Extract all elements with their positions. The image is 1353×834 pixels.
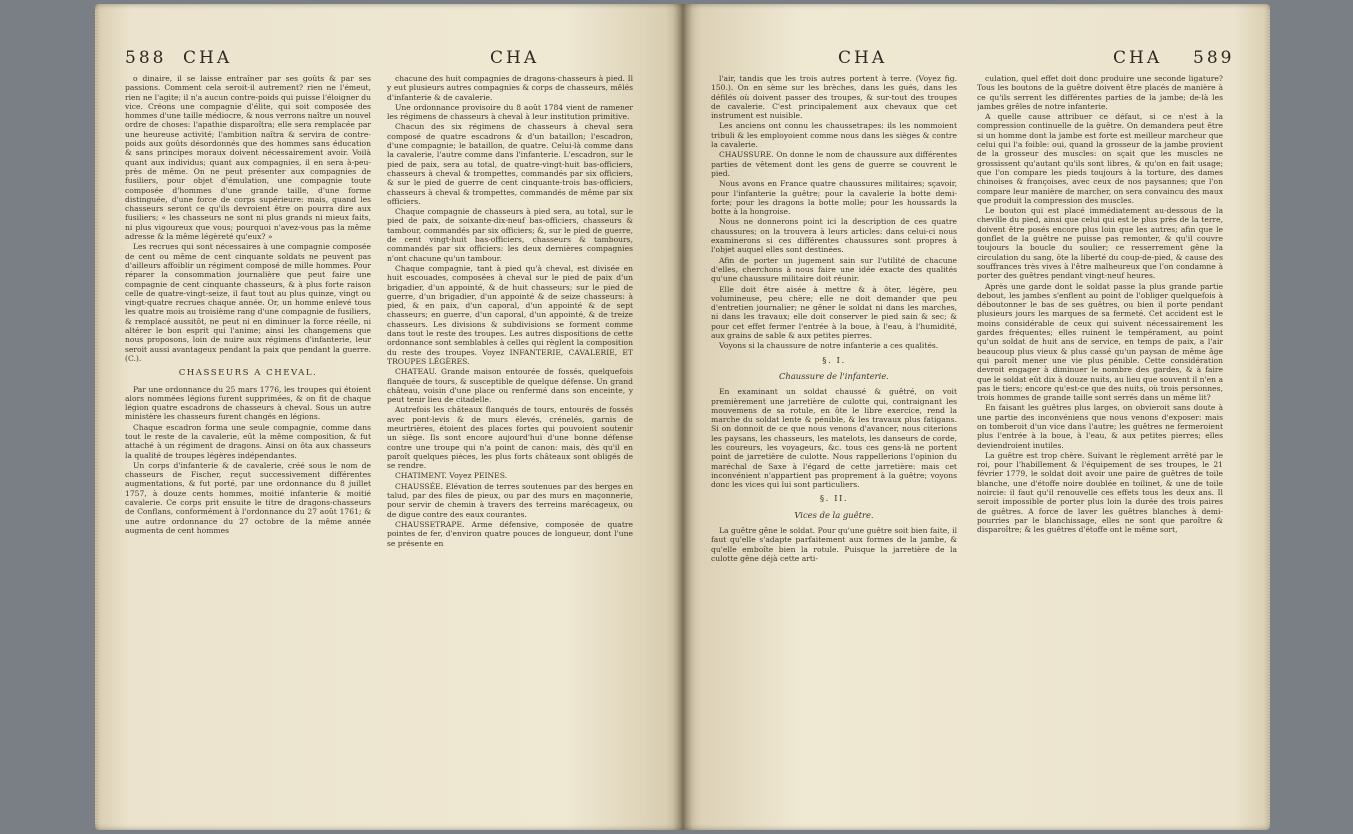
left-page-edge [95,10,97,824]
right-page [683,4,1270,830]
section-heading: CHASSEURS A CHEVAL. [178,368,318,379]
right-running-head: CHA [1113,48,1163,68]
paragraph: Chaque escadron forma une seule compagnie, comme dans tout le reste de la cavalerie, eût la même composition, & fut attaché à un régiment de dragons. Ainsi on ôta aux chasseurs la qualité de troupes légères indépendantes. [125,422,371,460]
right-page-edge [1268,10,1270,824]
paragraph: o dinaire, il se laisse entraîner par ses goûts & par ses passions. Comment cela seroit-il autrement? rien ne l'émeut, rien ne l'agite; il n'a aucun contre-poids qui puisse l'éloigner du vice. Créons une compagnie d'élite, qui soit composée des hommes d'une taille médiocre, & nous verrons naître un nouvel ordre de choses: l'apathie disparoîtra; elle sera remplacée par une heureuse activité; l'ambition naîtra & servira de contre-poids aux goûts désordonnés que des hommes sans éducation & sans principes moraux doivent nécessairement avoir. Voilà quant aux individus; quant aux compagnies, il en sera à-peu-près de même. On ne peut présenter aux compagnies de fusiliers, pour objet d'émulation, une compagnie toute composée d'hommes d'une grande taille, d'une forme distinguée, d'une force de corps supérieure: mais, quand les chasseurs seront ce qu'ils devroient être on pourra dire aux fusiliers; « les chasseurs ne sont ni plus grands ni mieux faits, ni plus vigoureux que vous; pourquoi n'avez-vous pas la même adresse & la même légèreté qu'eux? » [125,74,371,242]
paragraph: Une ordonnance provisoire du 8 août 1784 vient de ramener les régimens de chasseurs à cheval à leur institution primitive. [387,102,633,122]
right-column-2 [977,74,1223,819]
left-running-head-center: CHA [490,48,540,68]
paragraph: En examinant un soldat chaussé & guêtré, on voit premièrement une jarretière de culotte qui, contraignant les mouvemens de sa rotule, en ôte le libre exercice, rend la marche du soldat lente & pénible, & les travaux plus fatigans. Si on donnoit de ce que nous venons d'avancer, nous citerions les paysans, les chasseurs, les matelots, les danseurs de corde, les coureurs, les voyageurs, &c. tous ces gens-là ne portent point de jarretière de culotte. Nous rappellerions l'opinion du maréchal de Saxe à l'égard de cette jarretière: mais cet inconvénient n'appartient pas proprement à la guêtre; voyons donc les vices qui lui sont particuliers. [711,387,957,490]
paragraph: Après une garde dont le soldat passe la plus grande partie debout, les jambes s'enflent au point de l'obliger quelquefois à déboutonner le bas de ses guêtres, ou bien il porte pendant plusieurs jours les marques de sa fermeté. Cet accident est le moins considérable de ceux qui suivent nécessairement les gardes fréquentes; elles ruinent le tempérament, au point qu'un soldat de huit ans de service, en temps de paix, a l'air beaucoup plus vieux & plus cassé qu'un paysan de même âge qui paroît mener une vie plus pénible. Cette considération devroit engager à diminuer le nombre des gardes, & à faire que le soldat eût dix à douze nuits, au lieu que souvent il n'en a pas le tiers; encore qu'est-ce que des nuits, où trois personnes, trois hommes de grande taille sont serrés dans un même lit? [977,281,1223,403]
paragraph: Voyons si la chaussure de notre infanterie a ces qualités. [719,341,939,351]
paragraph: Chaque compagnie, tant à pied qu'à cheval, est divisée en huit escouades, composées à cheval sur le pied de paix d'un brigadier, d'un appointé, & de huit chasseurs; sur le pied de guerre, d'un brigadier, d'un appointé & de seize chasseurs: à pied, & en paix, d'un caporal, d'un appointé & de sept chasseurs; en guerre, d'un caporal, d'un appointé, & de treize chasseurs. Les divisions & subdivisions se forment comme dans tout le reste des troupes. Les autres dispositions de cette ordonnance sont semblables à celles qui règlent la composition du reste des troupes. Voyez INFANTERIE, CAVALERIE, ET TROUPES LÉGÈRES. [387,263,633,366]
paragraph: CHAUSSÉE. Elévation de terres soutenues par des berges en talud, par des files de pieux, ou par des murs en maçonnerie, pour servir de chemin à travers des terreins marécageux, ou de digue contre des eaux courantes. [387,481,633,519]
left-column-1 [125,74,371,819]
left-running-head: CHA [183,48,233,68]
paragraph: Chaque compagnie de chasseurs à pied sera, au total, sur le pied de paix, de soixante-dix-neuf bas-officiers, chasseurs & tambour, commandés par six officiers; &, sur le pied de guerre, de cent vingt-huit bas-officiers, chasseurs & tambours, commandés par six officiers: les deux dernières compagnies n'ont chacune qu'un tambour. [387,207,633,263]
section-subheading: Vices de la guêtre. [794,509,874,520]
paragraph: Nous avons en France quatre chaussures militaires; sçavoir, pour l'infanterie la guêtre; pour la cavalerie la botte demi-forte; pour les dragons la botte molle; pour les houssards la botte à la hongroise. [711,179,957,217]
left-page-number: 588 [125,48,167,68]
paragraph: Chacun des six régimens de chasseurs à cheval sera composé de quatre escadrons & d'un bataillon; l'escadron, d'une compagnie; le bataillon, de quatre. Celui-là comme dans la cavalerie, l'autre comme dans l'infanterie. L'escadron, sur le pied de paix, sera au total, de quatre-vingt-huit bas-officiers, chasseurs à cheval & trompettes, commandés par six officiers, & sur le pied de guerre de cent cinquante-trois bas-officiers, chasseurs à cheval & trompettes, commandés de même par six officiers. [387,122,633,206]
paragraph: Par une ordonnance du 25 mars 1776, les troupes qui étoient alors nommées légions furent supprimées, & on fit de chaque légion quatre escadrons de chasseurs à cheval. Sous un autre ministère les chasseurs furent changés en légions. [125,384,371,422]
right-column-1 [711,74,957,819]
paragraph: CHAUSSURE. On donne le nom de chaussure aux différentes parties de vêtement dont les gens de guerre se couvrent le pied. [711,150,957,178]
book-gutter [673,4,693,830]
paragraph: Les recrues qui sont nécessaires à une compagnie composée de cent ou même de cent cinquante soldats ne peuvent pas d'ailleurs affoiblir un régiment composé de mille hommes. Pour réparer la consommation journalière que peut faire une compagnie de cent cinquante chasseurs, & à plus forte raison celle de quatre-vingt-seize, il faut tout au plus quinze, vingt ou vingt-quatre recrues chaque année. Or, un homme enlevé tous les quatre mois au troisième rang d'une compagnie de fusiliers, & remplacé aussitôt, ne peut ni en diminuer la force réelle, ni altérer le bon esprit qui l'anime; ainsi les changemens que nous proposons, loin de nuire aux régimens d'infanterie, leur seroit aussi avantageux pendant la paix que pendant la guerre. (C.). [125,242,371,363]
paragraph: Afin de porter un jugement sain sur l'utilité de chacune d'elles, cherchons à nous faire une idée exacte des qualités qu'une chaussure militaire doit réunir. [711,255,957,284]
section-heading: §. II. [819,494,849,505]
paragraph: chacune des huit compagnies de dragons-chasseurs à pied. Il y eut plusieurs autres compagnies & corps de chasseurs, mêlés d'infanterie & de cavalerie. [387,74,633,102]
paragraph: Nous ne donnerons point ici la description de ces quatre chaussures; on la trouvera à leurs articles: dans celui-ci nous examinerons si ces différentes chaussures sont propres à l'objet auquel elles sont destinées. [711,217,957,255]
paragraph: Autrefois les châteaux flanqués de tours, entourés de fossés avec pont-levis & de murs élevés, crénelés, garnis de meurtrières, étoient des places fortes qui pouvoient soutenir un siège. Ils sont encore aujourd'hui d'une bonne défense contre une troupe qui n'a point de canon: mais, dès qu'il en paroît quelques pièces, les plus forts châteaux sont obligés de se rendre. [387,405,633,471]
right-page-number: 589 [1193,48,1235,68]
left-column-2 [387,74,633,819]
right-running-head-center: CHA [838,48,888,68]
paragraph: CHATEAU. Grande maison entourée de fossés, quelquefois flanquée de tours, & susceptible de quelque défense. Un grand château, voisin d'une place ou renfermé dans son enceinte, y peut tenir lieu de citadelle. [387,367,633,405]
paragraph: CHATIMENT. Voyez PEINES. [395,471,508,481]
paragraph: A quelle cause attribuer ce défaut, si ce n'est à la compression continuelle de la guêtre. On demandera peut être si un homme dont la jambe est forte est meilleur marcheur que celui qui l'a foible: oui, quand la grosseur de la jambe provient de la grosseur des muscles: on sçait que les muscles ne grossissent qu'autant qu'ils sont libres, & qu'on en fait usage; que l'on compare les pieds toujours à la torture, des dames chinoises & françoises, avec ceux de nos paysannes; que l'on compare leur manière de marcher, on sera convaincu des maux que produit la compression des muscles. [977,112,1223,205]
paragraph: En faisant les guêtres plus larges, on obvieroit sans doute à une partie des inconvéniens que nous venons d'exposer: mais on tomberoit d'un vice dans l'autre; les guêtres ne fermeroient plus l'entrée à la boue, à l'eau, & aux petites pierres; elles deviendroient inutiles. [977,403,1223,450]
paragraph: CHAUSSETRAPE. Arme défensive, composée de quatre pointes de fer, d'environ quatre pouces de longueur, dont l'une se présente en [387,519,633,548]
section-subheading: Chaussure de l'infanterie. [779,370,889,381]
paragraph: Les anciens ont connu les chaussetrapes: ils les nommoient tribuli & les employoient comme nous dans les sièges & contre la cavalerie. [711,121,957,150]
paragraph: La guêtre gêne le soldat. Pour qu'une guêtre soit bien faite, il faut qu'elle s'adapte parfaitement aux formes de la jambe, & qu'elle emboîte bien la rotule. Puisque la jarretière de la culotte gêne déjà cette arti- [711,526,957,563]
paragraph: Le bouton qui est placé immédiatement au-dessous de la cheville du pied, ainsi que celui qui est le plus près de la terre, doivent être posés encore plus loin que les autres; afin que le gonflet de la guêtre ne puisse pas remonter, & qu'il couvre toujours la boucle du soulier; ce resserrement gêne la circulation du sang, ôte la liberté du coup-de-pied, & cause des souffrances très vives à l'être malheureux que l'on condamne à porter des guêtres pendant vingt-neuf heures. [977,206,1223,281]
paragraph: Elle doit être aisée à mettre & à ôter, légère, peu volumineuse, peu chère; elle ne doit demander que peu d'entretien journalier; ne gêner le soldat ni dans les marches, ni dans les travaux; elle doit conserver le pied sain & sec; & pour cet effet fermer l'entrée à la boue, à l'eau, à l'humidité, aux grains de sable & aux petites pierres. [711,284,957,341]
paragraph: l'air, tandis que les trois autres portent à terre. (Voyez fig. 150.). On en sème sur les brèches, dans les gués, dans les défilés où doivent passer des troupes, & sur-tout des troupes de cavalerie. C'est principalement aux chevaux que cet instrument est nuisible. [711,74,957,121]
open-book [95,4,1270,830]
paragraph: La guêtre est trop chère. Suivant le règlement arrêté par le roi, pour l'habillement & l'équipement de ses troupes, le 21 février 1779, le soldat doit avoir une paire de guêtres de toile blanche, une d'étoffe noire doublée en toilinet, & une de toile noircie: il faut qu'il renouvelle ces effets tous les deux ans. Il seroit impossible de porter plus loin la durée des trois paires de guêtres. A force de laver les guêtres blanches à demi-pourries par le blanchissage, elles ne sont que paroître & disparoître; & les guêtres d'étoffe ont le même sort, [977,450,1223,535]
left-page [95,4,683,830]
section-heading: §. I. [822,355,846,366]
paragraph: Un corps d'infanterie & de cavalerie, créé sous le nom de chasseurs de Fischer, reçut successivement différentes augmentations, & fut porté, par une ordonnance du 8 juillet 1757, à douze cents hommes, moitié infanterie & moitié cavalerie. Ce corps prit ensuite le titre de dragons-chasseurs de Conflans, conformément à l'ordonnance du 27 août 1761; & une autre ordonnance du 27 octobre de la même année augmenta de cent hommes [125,460,371,535]
paragraph: culation, quel effet doit donc produire une seconde ligature? Tous les boutons de la guêtre doivent être placés de manière à ce qu'ils serrent les différentes parties de la jambe; de-là les jambes grêles de notre infanterie. [977,74,1223,111]
